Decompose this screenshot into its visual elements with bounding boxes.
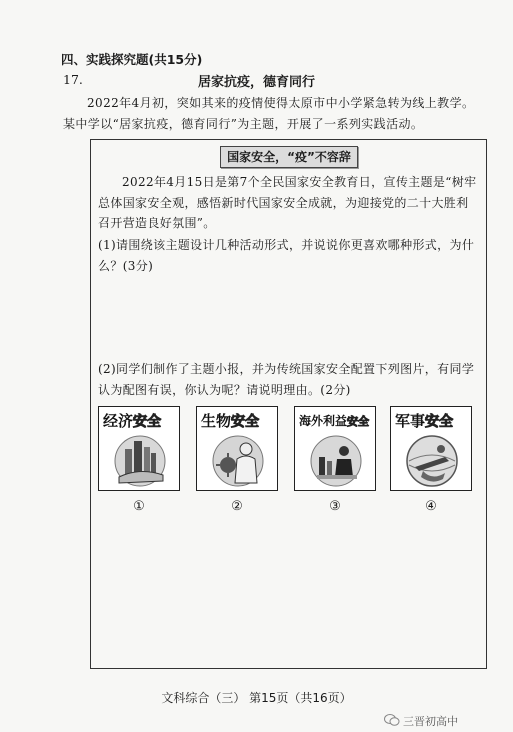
wechat-icon: [384, 713, 400, 727]
card-label-main: 军事: [395, 412, 426, 430]
image-card-overseas-security: [294, 406, 376, 491]
image-card-military-security: [390, 406, 472, 491]
image-number-1: ①: [133, 499, 145, 514]
card-label-alt: 安全: [231, 414, 260, 430]
section-title: 四、实践探究题(共15分): [61, 52, 203, 67]
card-label-alt: 安全: [425, 414, 454, 430]
image-card-economic-security: [98, 406, 180, 491]
question-intro: 2022年4月初，突如其来的疫情使得太原市中小学紧急转为线上教学。某中学以“居家抗疫，德育同行”为主题，开展了一系列实践活动。: [63, 96, 475, 131]
card-label-main: 经济: [103, 412, 134, 430]
card-label-alt: 安全: [347, 415, 370, 428]
overseas-people-icon: [309, 431, 363, 487]
card-label-main: 海外利益: [299, 414, 348, 428]
topic-title: 国家安全，“疫”不容辞: [220, 146, 358, 168]
topic-paragraph: 2022年4月15日是第7个全民国家安全教育日，宣传主题是“树牢总体国家安全观，感悟新时代国家安全成就，为迎接党的二十大胜利召开营造良好氛围”。: [98, 175, 477, 230]
image-number-3: ③: [329, 499, 341, 514]
virus-doctor-icon: [211, 431, 265, 487]
military-globe-icon: [405, 431, 459, 487]
card-label-main: 生物: [201, 412, 232, 430]
page-footer: 文科综合（三） 第15页（共16页）: [161, 691, 352, 705]
watermark-text: 三晋初高中: [403, 715, 458, 728]
image-card-bio-security: [196, 406, 278, 491]
image-number-4: ④: [425, 499, 437, 514]
question-title: 居家抗疫，德育同行: [197, 75, 315, 90]
image-number-2: ②: [231, 499, 243, 514]
sub-question-2: (2)同学们制作了主题小报，并为传统国家安全配置下列图片，有同学认为配图有误，你认为呢？请说明理由。(2分): [98, 362, 475, 397]
sub-question-1: (1)请围绕该主题设计几种活动形式，并说说你更喜欢哪种形式，为什么？(3分): [98, 238, 475, 273]
card-label-alt: 安全: [133, 414, 162, 430]
city-train-icon: [113, 431, 167, 487]
question-number: 17.: [63, 72, 83, 87]
